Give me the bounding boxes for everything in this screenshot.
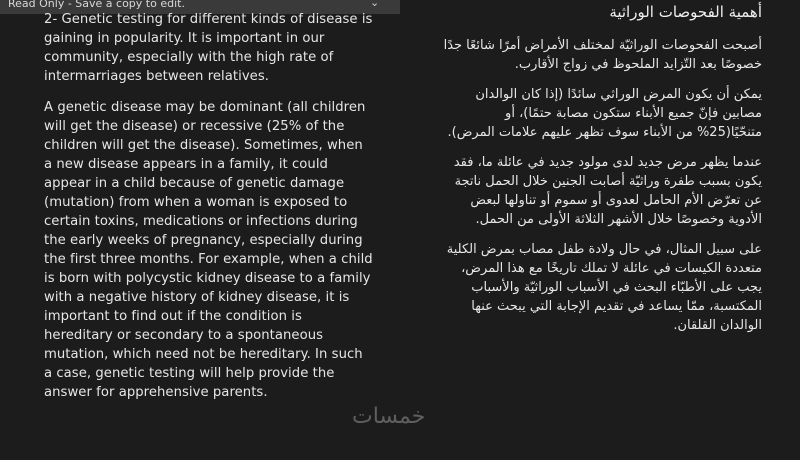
arabic-paragraph: عندما يظهر مرض جديد لدى مولود جديد في عائلة ما، فقد يكون بسبب طفرة وراثيّة أصابت الجنين خلال الحمل ناتجة عن تعرّض الأم الحامل لعدوى أو سموم أو تناولها لبعض الأدوية وخصوصًا خلال الأشهر الثلاثة الأولى من الحمل.	[453, 155, 762, 227]
arabic-paragraph: أصبحت الفحوصات الوراثيّة لمختلف الأمراض أمرًا شائعًا جدًا خصوصًا بعد التّزايد الملحوظ في زواج الأقارب.	[443, 38, 762, 72]
watermark-logo: خمسات	[352, 404, 426, 429]
english-paragraph: A genetic disease may be dominant (all children will get the disease) or recessive (25% of the children will get the disease). Sometimes, when a new disease appears in a family, it could appear in a child because of genetic damage (mutation) from when a woman is exposed to certain toxins, medications or infections during the early weeks of pregnancy, especially during the first three months. For example, when a child is born with polycystic kidney disease to a family with a negative history of kidney disease, it is important to find out if the condition is hereditary or secondary to a spontaneous mutation, which need not be hereditary. In such a case, genetic testing will help provide the answer for apprehensive parents.	[44, 100, 373, 400]
chevron-down-icon[interactable]: ⌄	[370, 0, 380, 9]
english-text-column	[44, 10, 374, 414]
read-only-text: Read Only - Save a copy to edit.	[8, 0, 185, 10]
arabic-title: أهمية الفحوصات الوراثية	[609, 3, 762, 21]
arabic-text-column	[436, 0, 762, 346]
arabic-paragraph: يمكن أن يكون المرض الوراثي سائدًا (إذا كان الوالدان مصابين فإنّ جميع الأبناء ستكون مصابة حتمًا)، أو متنحّيًا(25% من الأبناء سوف تظهر عليهم علامات المرض).	[447, 87, 762, 140]
arabic-paragraph: على سبيل المثال، في حال ولادة طفل مصاب بمرض الكلية متعددة الكيسات في عائلة لا تملك تاريخًا مع هذا المرض، يجب على الأطبّاء البحث في الأسباب الوراثيّة والأسباب المكتسبة، ممّا يساعد في تقديم الإجابة التي يبحث عنها الوالدان القلقان.	[446, 242, 762, 333]
english-paragraph: 2- Genetic testing for different kinds of disease is gaining in popularity. It is important in our community, especially with the high rate of intermarriages between relatives.	[44, 12, 373, 84]
